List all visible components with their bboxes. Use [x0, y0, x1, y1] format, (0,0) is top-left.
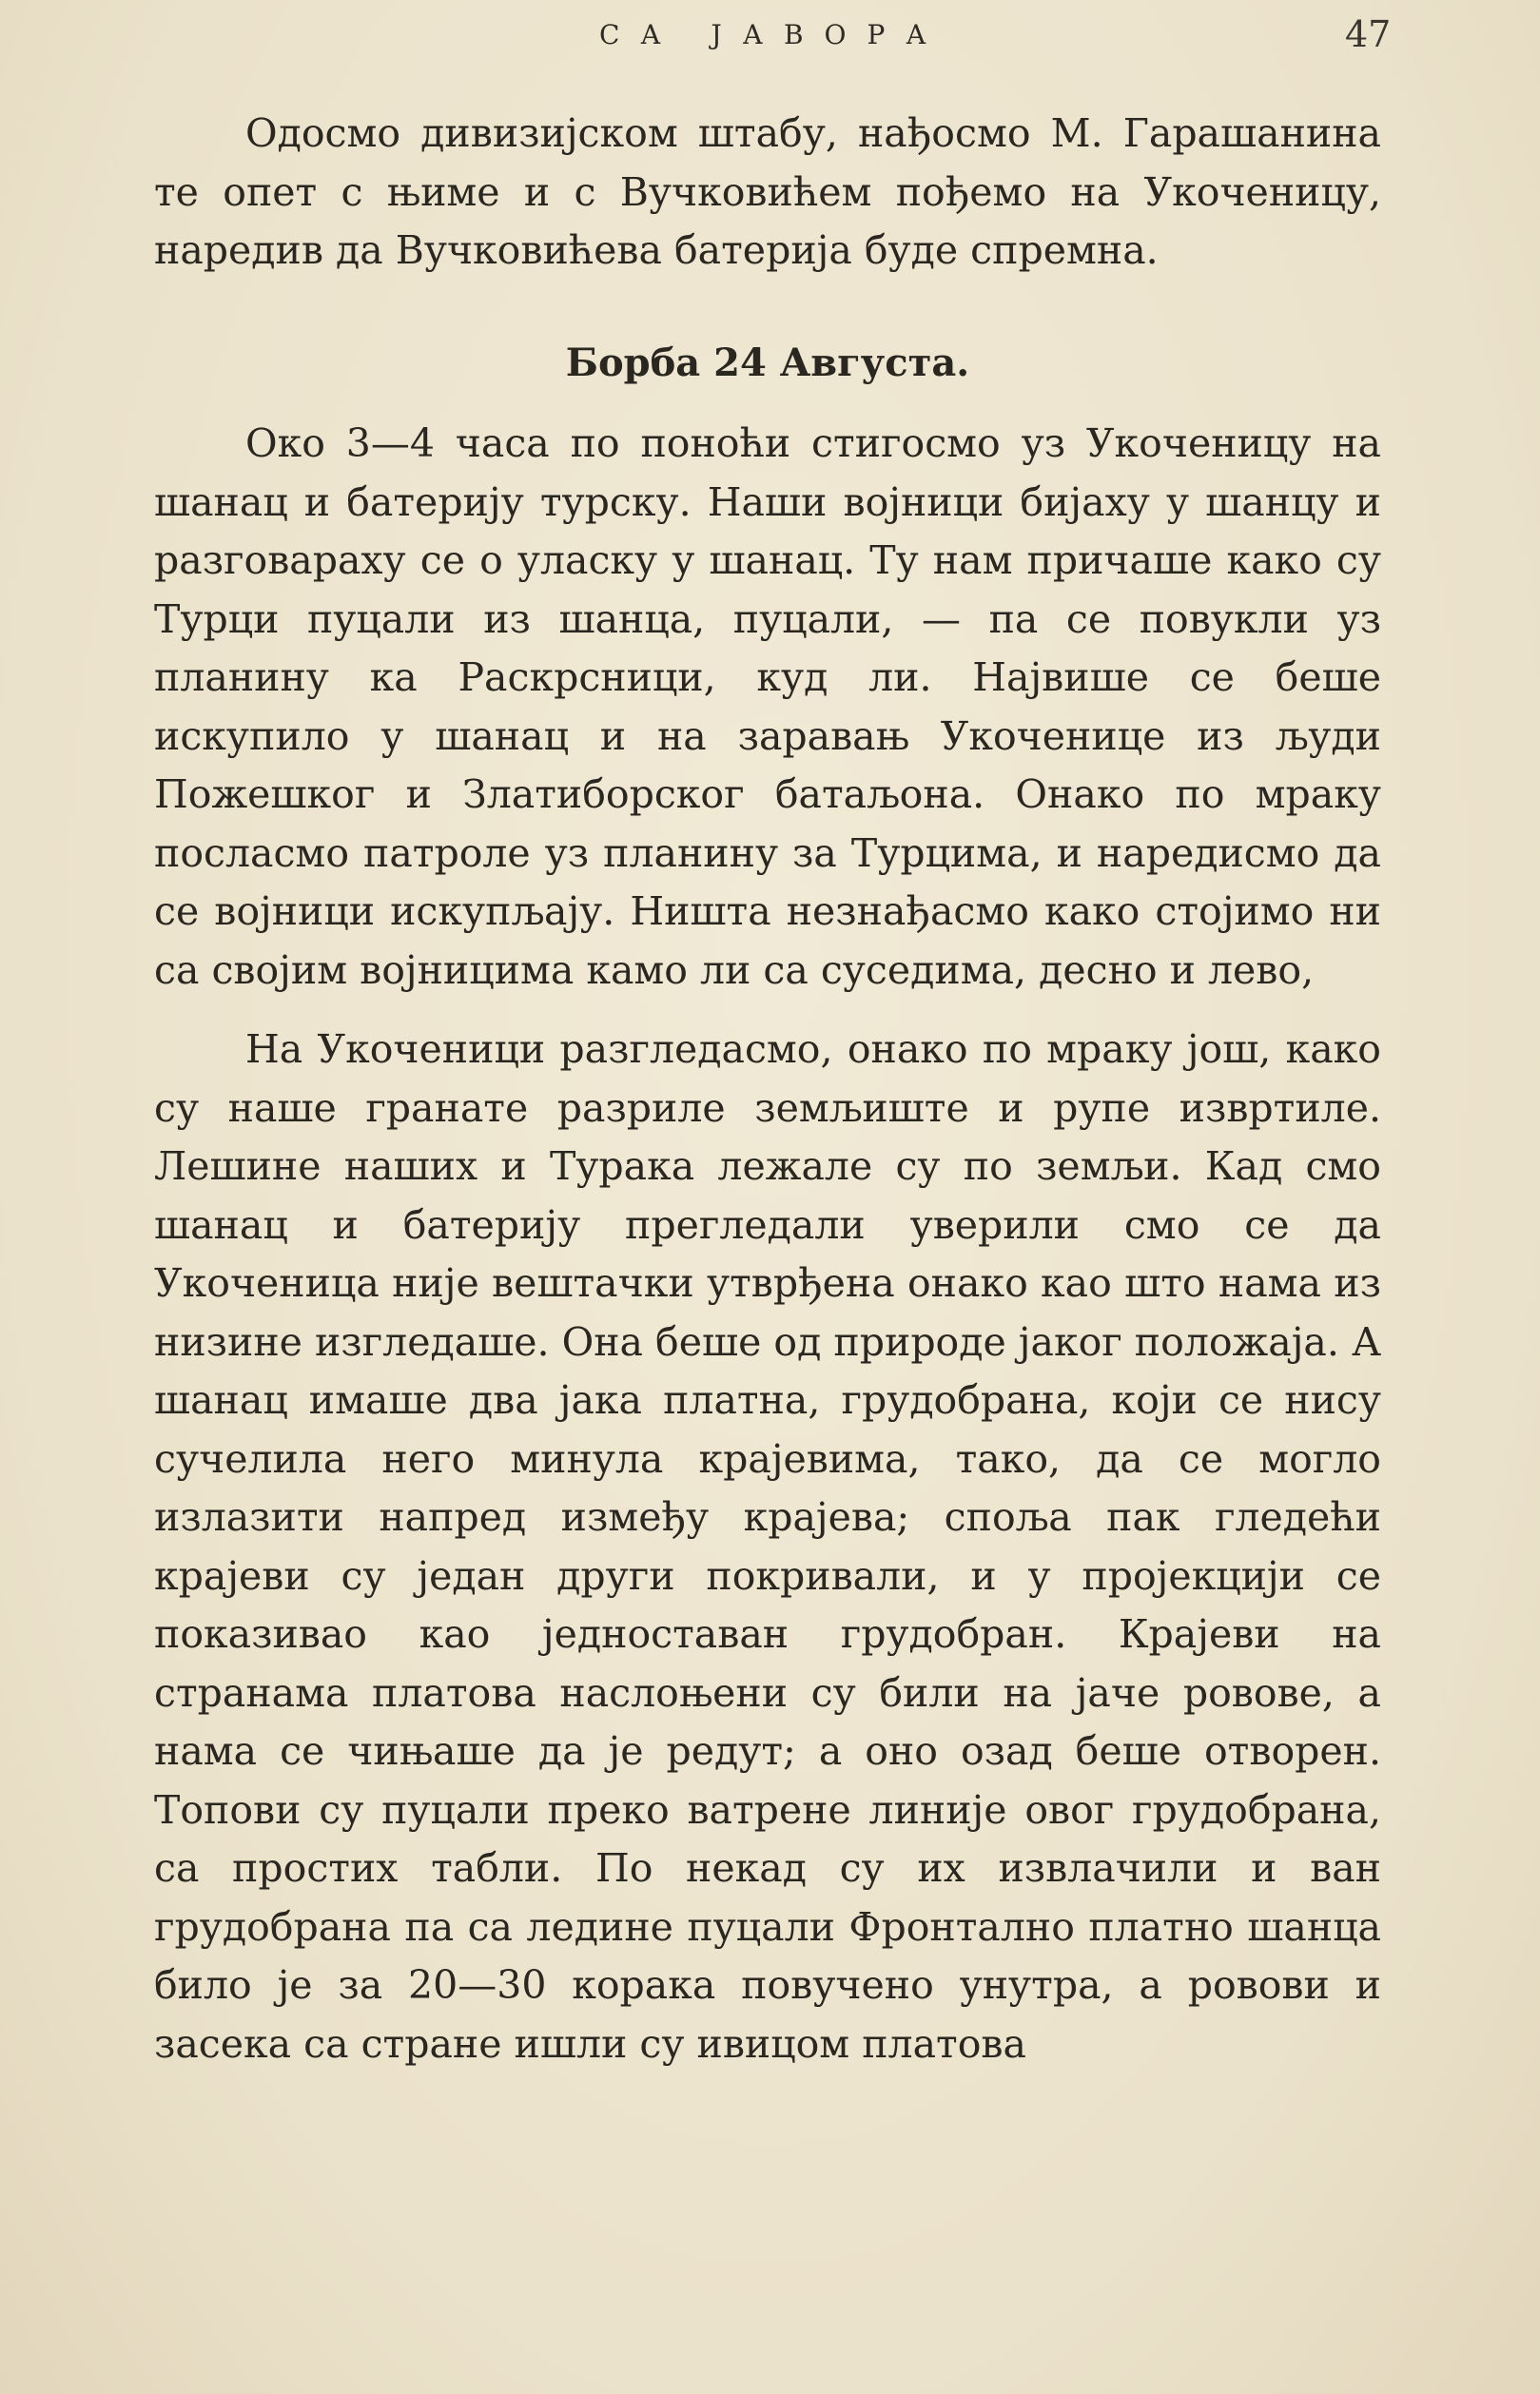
section-heading: Борба 24 Августа.: [565, 340, 970, 385]
page-number: 47: [1345, 13, 1392, 55]
paragraph-3: На Укоченици разгледасмо, онако по мраку још, како су наше гранате разриле земљиште и рупе извртиле. Лешине наших и Турака лежале су по земљи. Кад смо шанац и батерију прегледали уверили смо се да Укоченица није вештачки утврђена онако као што нама из низине изгледаше. Она беше од природе јаког положаја. А шанац имаше два јака платна, грудобрана, који се нису сучелила него минула крајевима, тако, да се могло излазити напред између крајева; споља пак гледећи крајеви су један други покривали, и у пројекцији се показивао као једноставан грудобран. Крајеви на странама платова наслоњени су били на јаче ровове, а нама се чињаше да је редут; а оно озад беше отворен. Топови су пуцали преко ватрене линије овог грудобрана, са простих табли. По некад су их извлачили и ван грудобрана па са ледине пуцали Фронтално платно шанца било је за 20—30 корака повучено унутра, а ровови и засека са стране ишли су ивицом платова: [154, 1026, 1381, 2067]
paragraph-2: Око 3—4 часа по поноћи стигосмо уз Укоченицу на шанац и батерију турску. Наши војници бијаху у шанцу и разговараху се о уласку у шанац. Ту нам причаше како су Турци пуцали из шанца, пуцали, — па се повукли уз планину ка Раскрсници, куд ли. Највише се беше искупило у шанац и на заравањ Укоченице из људи Пожешког и Златиборског батаљона. Онако по мраку посласмо патроле уз планину за Турцима, и наредисмо да се војници искупљају. Ништа незнађасмо како стојимо ни са својим војницима камо ли са суседима, десно и лево,: [154, 420, 1381, 993]
running-title: СА ЈАВОРА: [599, 19, 947, 50]
paragraph-1: Одосмо дивизијском штабу, нађосмо М. Гарашанина те опет с њиме и с Вучковићем пођемо на Укоченицу, наредив да Вучковићева батерија буде спремна.: [154, 110, 1381, 273]
body-text: [154, 105, 1381, 2073]
running-head: [0, 13, 1540, 59]
